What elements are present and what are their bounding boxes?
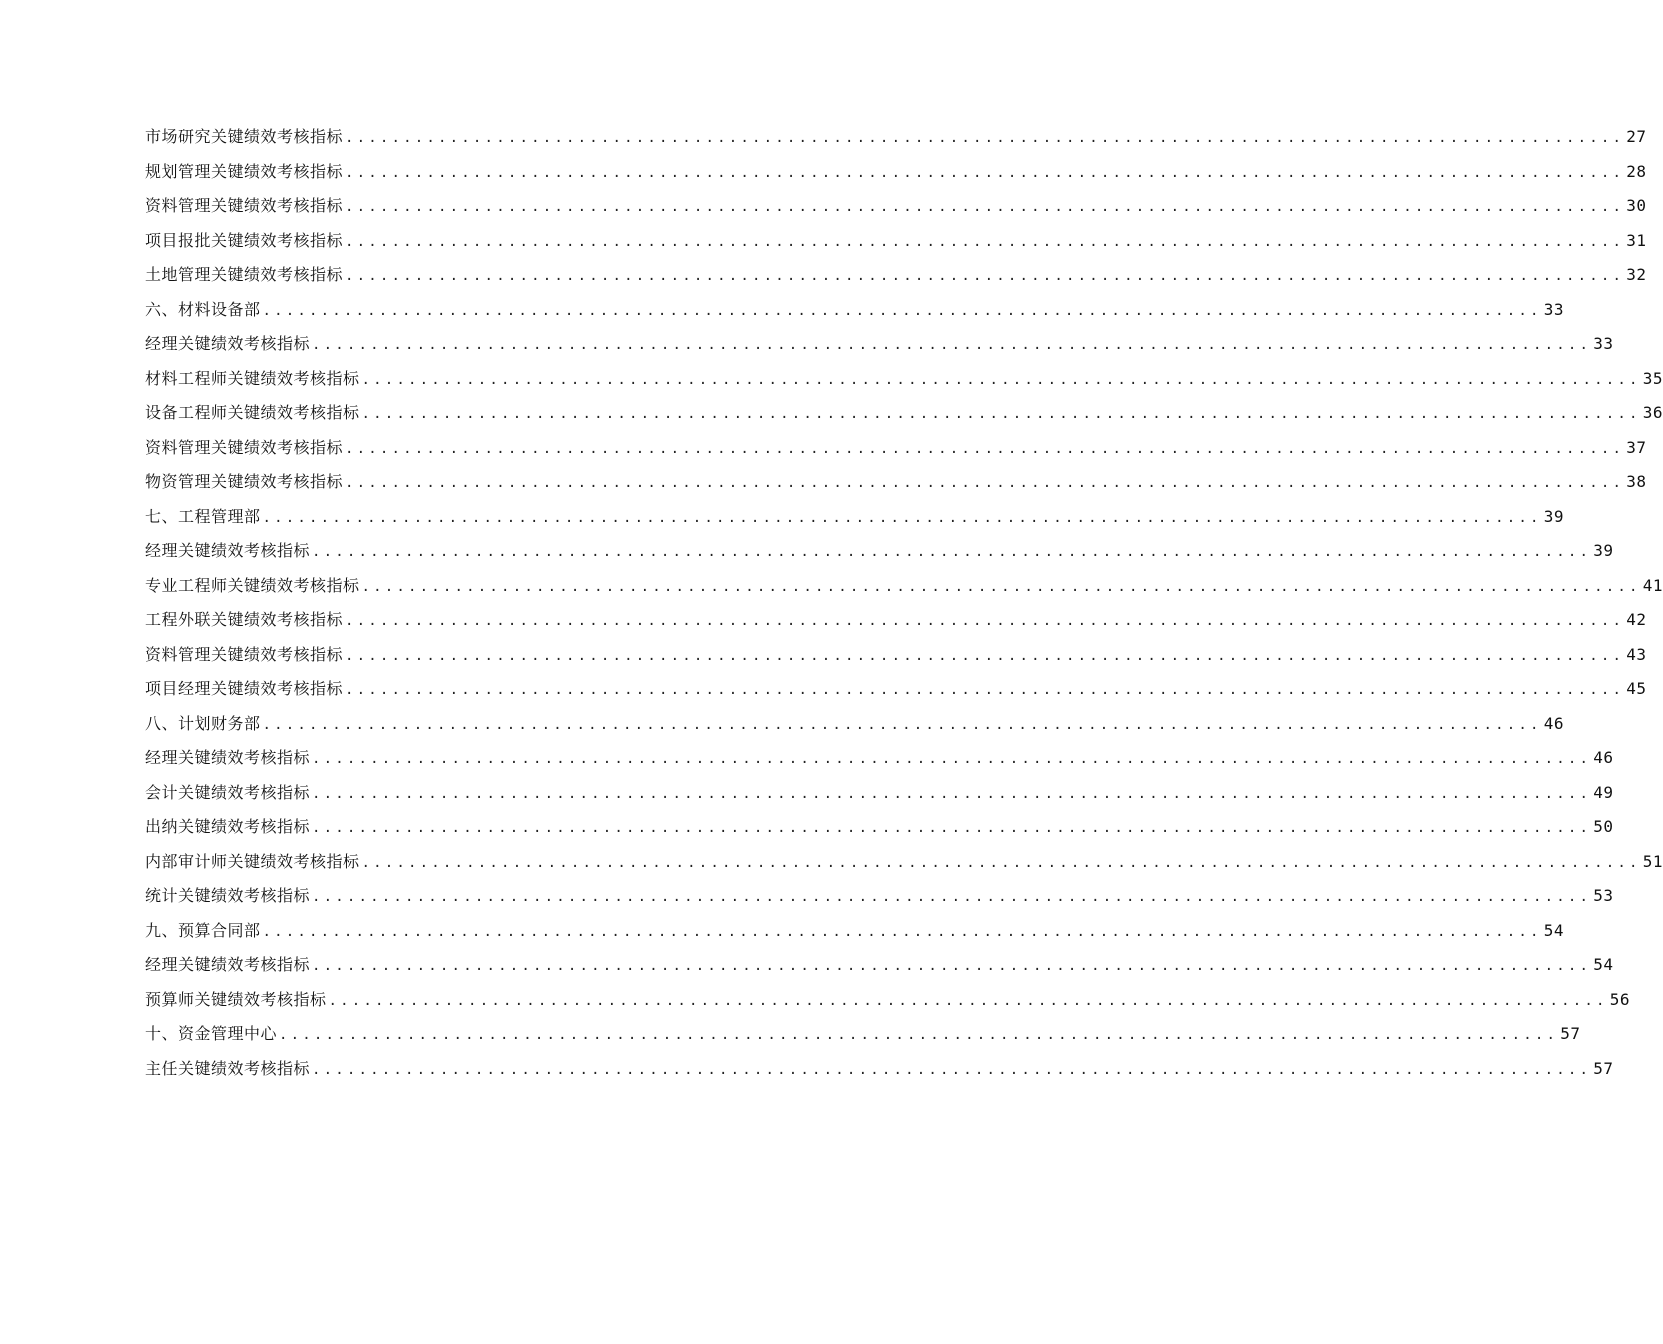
- toc-entry-title: 七、工程管理部: [145, 506, 261, 526]
- toc-entry-page-number: 57: [1593, 1058, 1614, 1078]
- toc-entry-page-number: 46: [1543, 713, 1564, 733]
- toc-entry[interactable]: [145, 948, 1614, 983]
- toc-dot-leader: ..............................................................................................................: [262, 923, 1542, 940]
- toc-entry-page-number: 53: [1593, 886, 1614, 905]
- toc-dot-leader: ..............................................................................................................: [345, 199, 1625, 215]
- toc-entry-title: 材料工程师关键绩效考核指标: [145, 368, 360, 388]
- toc-entry-page-number: 38: [1626, 472, 1647, 491]
- toc-entry[interactable]: [145, 431, 1647, 466]
- toc-entry-page-number: 31: [1626, 230, 1647, 250]
- toc-entry[interactable]: [145, 569, 1663, 604]
- toc-dot-leader: ..............................................................................................................: [312, 544, 1592, 560]
- toc-entry-page-number: 50: [1593, 817, 1614, 836]
- toc-dot-leader: ..............................................................................................................: [361, 371, 1641, 388]
- toc-entry-page-number: 43: [1626, 644, 1647, 664]
- toc-entry[interactable]: [145, 983, 1630, 1018]
- toc-dot-leader: ..............................................................................................................: [345, 233, 1625, 250]
- toc-entry-page-number: 28: [1626, 161, 1647, 181]
- toc-entry-title: 物资管理关键绩效考核指标: [145, 472, 344, 491]
- toc-entry[interactable]: [145, 534, 1614, 569]
- toc-entry-title: 市场研究关键绩效考核指标: [145, 127, 344, 146]
- toc-entry-title: 专业工程师关键绩效考核指标: [145, 575, 360, 595]
- toc-entry[interactable]: [145, 189, 1647, 224]
- toc-entry-page-number: 36: [1642, 403, 1663, 422]
- toc-dot-leader: ..............................................................................................................: [312, 1061, 1592, 1078]
- toc-dot-leader: ..............................................................................................................: [328, 992, 1608, 1009]
- toc-entry[interactable]: [145, 1017, 1581, 1052]
- toc-entry-page-number: 49: [1593, 782, 1614, 802]
- toc-entry-page-number: 30: [1626, 196, 1647, 215]
- toc-entry[interactable]: [145, 707, 1564, 742]
- toc-dot-leader: ..............................................................................................................: [312, 958, 1592, 974]
- toc-entry[interactable]: [145, 258, 1647, 293]
- toc-entry-title: 六、材料设备部: [145, 299, 261, 319]
- toc-dot-leader: ..............................................................................................................: [262, 716, 1542, 733]
- toc-dot-leader: ..............................................................................................................: [312, 785, 1592, 802]
- toc-dot-leader: ..............................................................................................................: [361, 578, 1641, 595]
- toc-entry[interactable]: [145, 638, 1647, 673]
- toc-dot-leader: ..............................................................................................................: [345, 440, 1625, 457]
- toc-entry[interactable]: [145, 396, 1663, 431]
- toc-entry-title: 经理关键绩效考核指标: [145, 748, 311, 767]
- toc-entry-title: 统计关键绩效考核指标: [145, 886, 311, 905]
- toc-entry-title: 十、资金管理中心: [145, 1024, 278, 1043]
- toc-dot-leader: ..............................................................................................................: [312, 820, 1592, 836]
- toc-entry[interactable]: [145, 672, 1647, 707]
- toc-entry-title: 土地管理关键绩效考核指标: [145, 265, 344, 284]
- toc-entry-title: 九、预算合同部: [145, 920, 261, 940]
- toc-entry[interactable]: [145, 224, 1647, 259]
- toc-entry-title: 出纳关键绩效考核指标: [145, 817, 311, 836]
- toc-dot-leader: ..............................................................................................................: [361, 406, 1641, 422]
- toc-entry[interactable]: [145, 810, 1614, 845]
- toc-entry-title: 主任关键绩效考核指标: [145, 1058, 311, 1078]
- toc-entry-page-number: 57: [1560, 1024, 1581, 1043]
- toc-entry-page-number: 45: [1626, 679, 1647, 698]
- toc-entry-page-number: 41: [1642, 575, 1663, 595]
- toc-dot-leader: ..............................................................................................................: [345, 475, 1625, 491]
- toc-entry-page-number: 51: [1642, 851, 1663, 871]
- toc-entry[interactable]: [145, 500, 1564, 535]
- toc-dot-leader: ..............................................................................................................: [345, 613, 1625, 629]
- toc-entry-page-number: 35: [1642, 368, 1663, 388]
- toc-entry[interactable]: [145, 845, 1663, 880]
- toc-entry[interactable]: [145, 603, 1647, 638]
- toc-entry-title: 会计关键绩效考核指标: [145, 782, 311, 802]
- toc-entry-page-number: 37: [1626, 437, 1647, 457]
- toc-entry-title: 经理关键绩效考核指标: [145, 955, 311, 974]
- toc-entry-title: 资料管理关键绩效考核指标: [145, 196, 344, 215]
- toc-entry[interactable]: [145, 776, 1614, 811]
- toc-entry-page-number: 33: [1543, 299, 1564, 319]
- toc-dot-leader: ..............................................................................................................: [262, 302, 1542, 319]
- toc-dot-leader: ..............................................................................................................: [345, 130, 1625, 146]
- toc-entry-title: 资料管理关键绩效考核指标: [145, 437, 344, 457]
- toc-entry-page-number: 46: [1593, 748, 1614, 767]
- toc-entry[interactable]: [145, 155, 1647, 190]
- toc-entry-page-number: 27: [1626, 127, 1647, 146]
- toc-entry[interactable]: [145, 914, 1564, 949]
- toc-entry-page-number: 54: [1543, 920, 1564, 940]
- toc-entry-page-number: 39: [1593, 541, 1614, 560]
- toc-dot-leader: ..............................................................................................................: [312, 337, 1592, 353]
- toc-entry-page-number: 39: [1543, 506, 1564, 526]
- toc-dot-leader: ..............................................................................................................: [312, 751, 1592, 767]
- toc-entry[interactable]: [145, 362, 1663, 397]
- toc-dot-leader: ..............................................................................................................: [345, 682, 1625, 698]
- toc-entry-title: 八、计划财务部: [145, 713, 261, 733]
- toc-entry-title: 设备工程师关键绩效考核指标: [145, 403, 360, 422]
- toc-entry-title: 经理关键绩效考核指标: [145, 541, 311, 560]
- toc-entry[interactable]: [145, 120, 1647, 155]
- toc-entry[interactable]: [145, 1052, 1614, 1087]
- toc-entry-title: 工程外联关键绩效考核指标: [145, 610, 344, 629]
- toc-entry[interactable]: [145, 327, 1614, 362]
- toc-dot-leader: ..............................................................................................................: [345, 268, 1625, 284]
- toc-entry[interactable]: [145, 293, 1564, 328]
- toc-dot-leader: ..............................................................................................................: [279, 1027, 1559, 1043]
- toc-entry-title: 经理关键绩效考核指标: [145, 334, 311, 353]
- toc-entry[interactable]: [145, 879, 1614, 914]
- toc-dot-leader: ..............................................................................................................: [345, 647, 1625, 664]
- toc-entry-page-number: 56: [1609, 989, 1630, 1009]
- toc-entry-title: 预算师关键绩效考核指标: [145, 989, 327, 1009]
- toc-entry-title: 规划管理关键绩效考核指标: [145, 161, 344, 181]
- toc-entry-page-number: 32: [1626, 265, 1647, 284]
- toc-entry[interactable]: [145, 741, 1614, 776]
- table-of-contents: [145, 120, 1663, 1086]
- toc-entry-title: 项目经理关键绩效考核指标: [145, 679, 344, 698]
- toc-dot-leader: ..............................................................................................................: [312, 889, 1592, 905]
- toc-dot-leader: ..............................................................................................................: [361, 854, 1641, 871]
- toc-entry[interactable]: [145, 465, 1647, 500]
- toc-entry-page-number: 42: [1626, 610, 1647, 629]
- toc-dot-leader: ..............................................................................................................: [345, 164, 1625, 181]
- toc-entry-page-number: 54: [1593, 955, 1614, 974]
- toc-entry-title: 资料管理关键绩效考核指标: [145, 644, 344, 664]
- toc-entry-title: 项目报批关键绩效考核指标: [145, 230, 344, 250]
- toc-entry-page-number: 33: [1593, 334, 1614, 353]
- toc-entry-title: 内部审计师关键绩效考核指标: [145, 851, 360, 871]
- toc-dot-leader: ..............................................................................................................: [262, 509, 1542, 526]
